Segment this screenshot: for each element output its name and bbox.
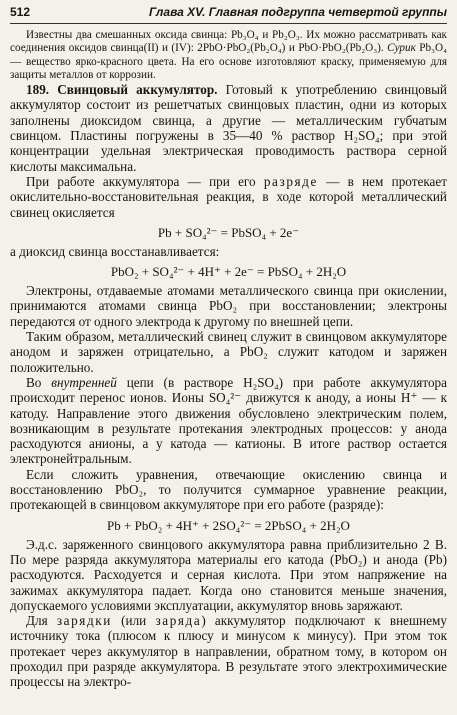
para-2-text-b: — в нем протекает окислительно-восстановительная реакция, в ходе которой металлический свинец окисляется (10, 173, 447, 220)
term-discharge: разряде (263, 173, 318, 189)
para-9-text-a: Для (26, 613, 57, 629)
para-1-text: Готовый к употреблению свинцовый аккумулятор состоит из решетчатых свинцовых пластин, одни из которых заполнены диоксидом свинца, а другие — металлическим губчатым свинцом. Пластины погружены в 35—40 % раствор H₂SO₄; при этой концентрации удельная электрическая проводимость раствора серной кислоты максимальна. (10, 82, 447, 174)
running-title: Глава XV. Главная подгруппа четвертой группы (149, 5, 447, 19)
section-paragraph-3: а диоксид свинца восстанавливается: (10, 243, 220, 259)
equation-reduction: PbO₂ + SO₄²⁻ + 4H⁺ + 2e⁻ = PbSO₄ + 2H₂O (110, 264, 347, 280)
page-header (10, 4, 447, 24)
para-2-text-a: При работе аккумулятора — при его (26, 173, 264, 189)
term-internal: внутренней (51, 374, 117, 390)
section-paragraph-1 (10, 82, 447, 174)
equation-oxidation: Pb + SO₄²⁻ = PbSO₄ + 2e⁻ (157, 224, 300, 240)
section-paragraph-9 (10, 613, 447, 689)
para-6-text-a: Во (26, 374, 52, 390)
intro-text-1: Известны два смешанных оксида свинца: Pb₃O₄ и Pb₂O₃. Их можно рассматривать как соединения оксидов свинца(II) и (IV): 2PbO·PbO₂(Pb₂O₄) и PbO·PbO₂(Pb₂O₃). (10, 29, 447, 55)
intro-note (10, 29, 447, 82)
term-charge: заряда (155, 613, 202, 629)
section-paragraph-2 (10, 174, 447, 220)
para-6-text-b: цепи (в растворе H₂SO₄) при работе аккумулятора происходит перенос ионов. Ионы SO₄²⁻ движутся к аноду, а ионы H⁺ — к катоду. Направление этого движения обусловлено электрическим полем, возникающим в результате протекания электродных процессов: у анода расходуются анионы, а у катода — катионы. В итоге раствор остается электронейтральным. (10, 374, 447, 467)
section-paragraph-8: Э.д.с. заряженного свинцового аккумулятора равна приблизительно 2 В. По мере разряда аккумулятора материалы его катода (PbO₂) и анода (Pb) расходуются. Расходуется и серная кислота. При этом напряжение на зажимах аккумулятора падает. Когда оно становится меньше значения, допускаемого условиями эксплуатации, аккумулятор вновь заряжают. (10, 536, 447, 613)
intro-text-2: Pb₃O₄ — вещество ярко-красного цвета. На его основе изготовляют краску, применяемую для защиты металлов от коррозии. (10, 42, 447, 81)
para-9-text-c: ) аккумулятор подключают к внешнему источнику тока (плюсом к плюсу и минусом к минусу). При этом ток протекает через аккумулятор в направлении, обратном тому, в котором он проходил при разряде аккумулятора. В результате этого электрохимические процессы на электро- (10, 613, 447, 690)
equation-total: Pb + PbO₂ + 4H⁺ + 2SO₄²⁻ = 2PbSO₄ + 2H₂O (107, 517, 350, 533)
intro-term: Сурик (387, 42, 416, 55)
para-9-text-b: (или (111, 613, 156, 629)
section-paragraph-6 (10, 375, 447, 467)
book-page (10, 0, 447, 690)
section-heading: 189. Свинцовый аккумулятор. (26, 82, 218, 98)
term-charging: зарядки (56, 613, 112, 629)
section-paragraph-5: Таким образом, металлический свинец служит в свинцовом аккумуляторе анодом и заряжен отрицательно, а PbO₂ служит катодом и заряжен положительно. (10, 329, 447, 375)
page-number: 512 (10, 5, 31, 19)
section-paragraph-4: Электроны, отдаваемые атомами металлического свинца при окислении, принимаются атомами свинца PbO₂ при восстановлении; электроны передаются от одного электрода к другому по внешней цепи. (10, 283, 447, 329)
section-paragraph-7: Если сложить уравнения, отвечающие окислению свинца и восстановлению PbO₂, то получится суммарное уравнение реакции, протекающей в свинцовом аккумуляторе при его работе (разряде): (10, 466, 447, 513)
